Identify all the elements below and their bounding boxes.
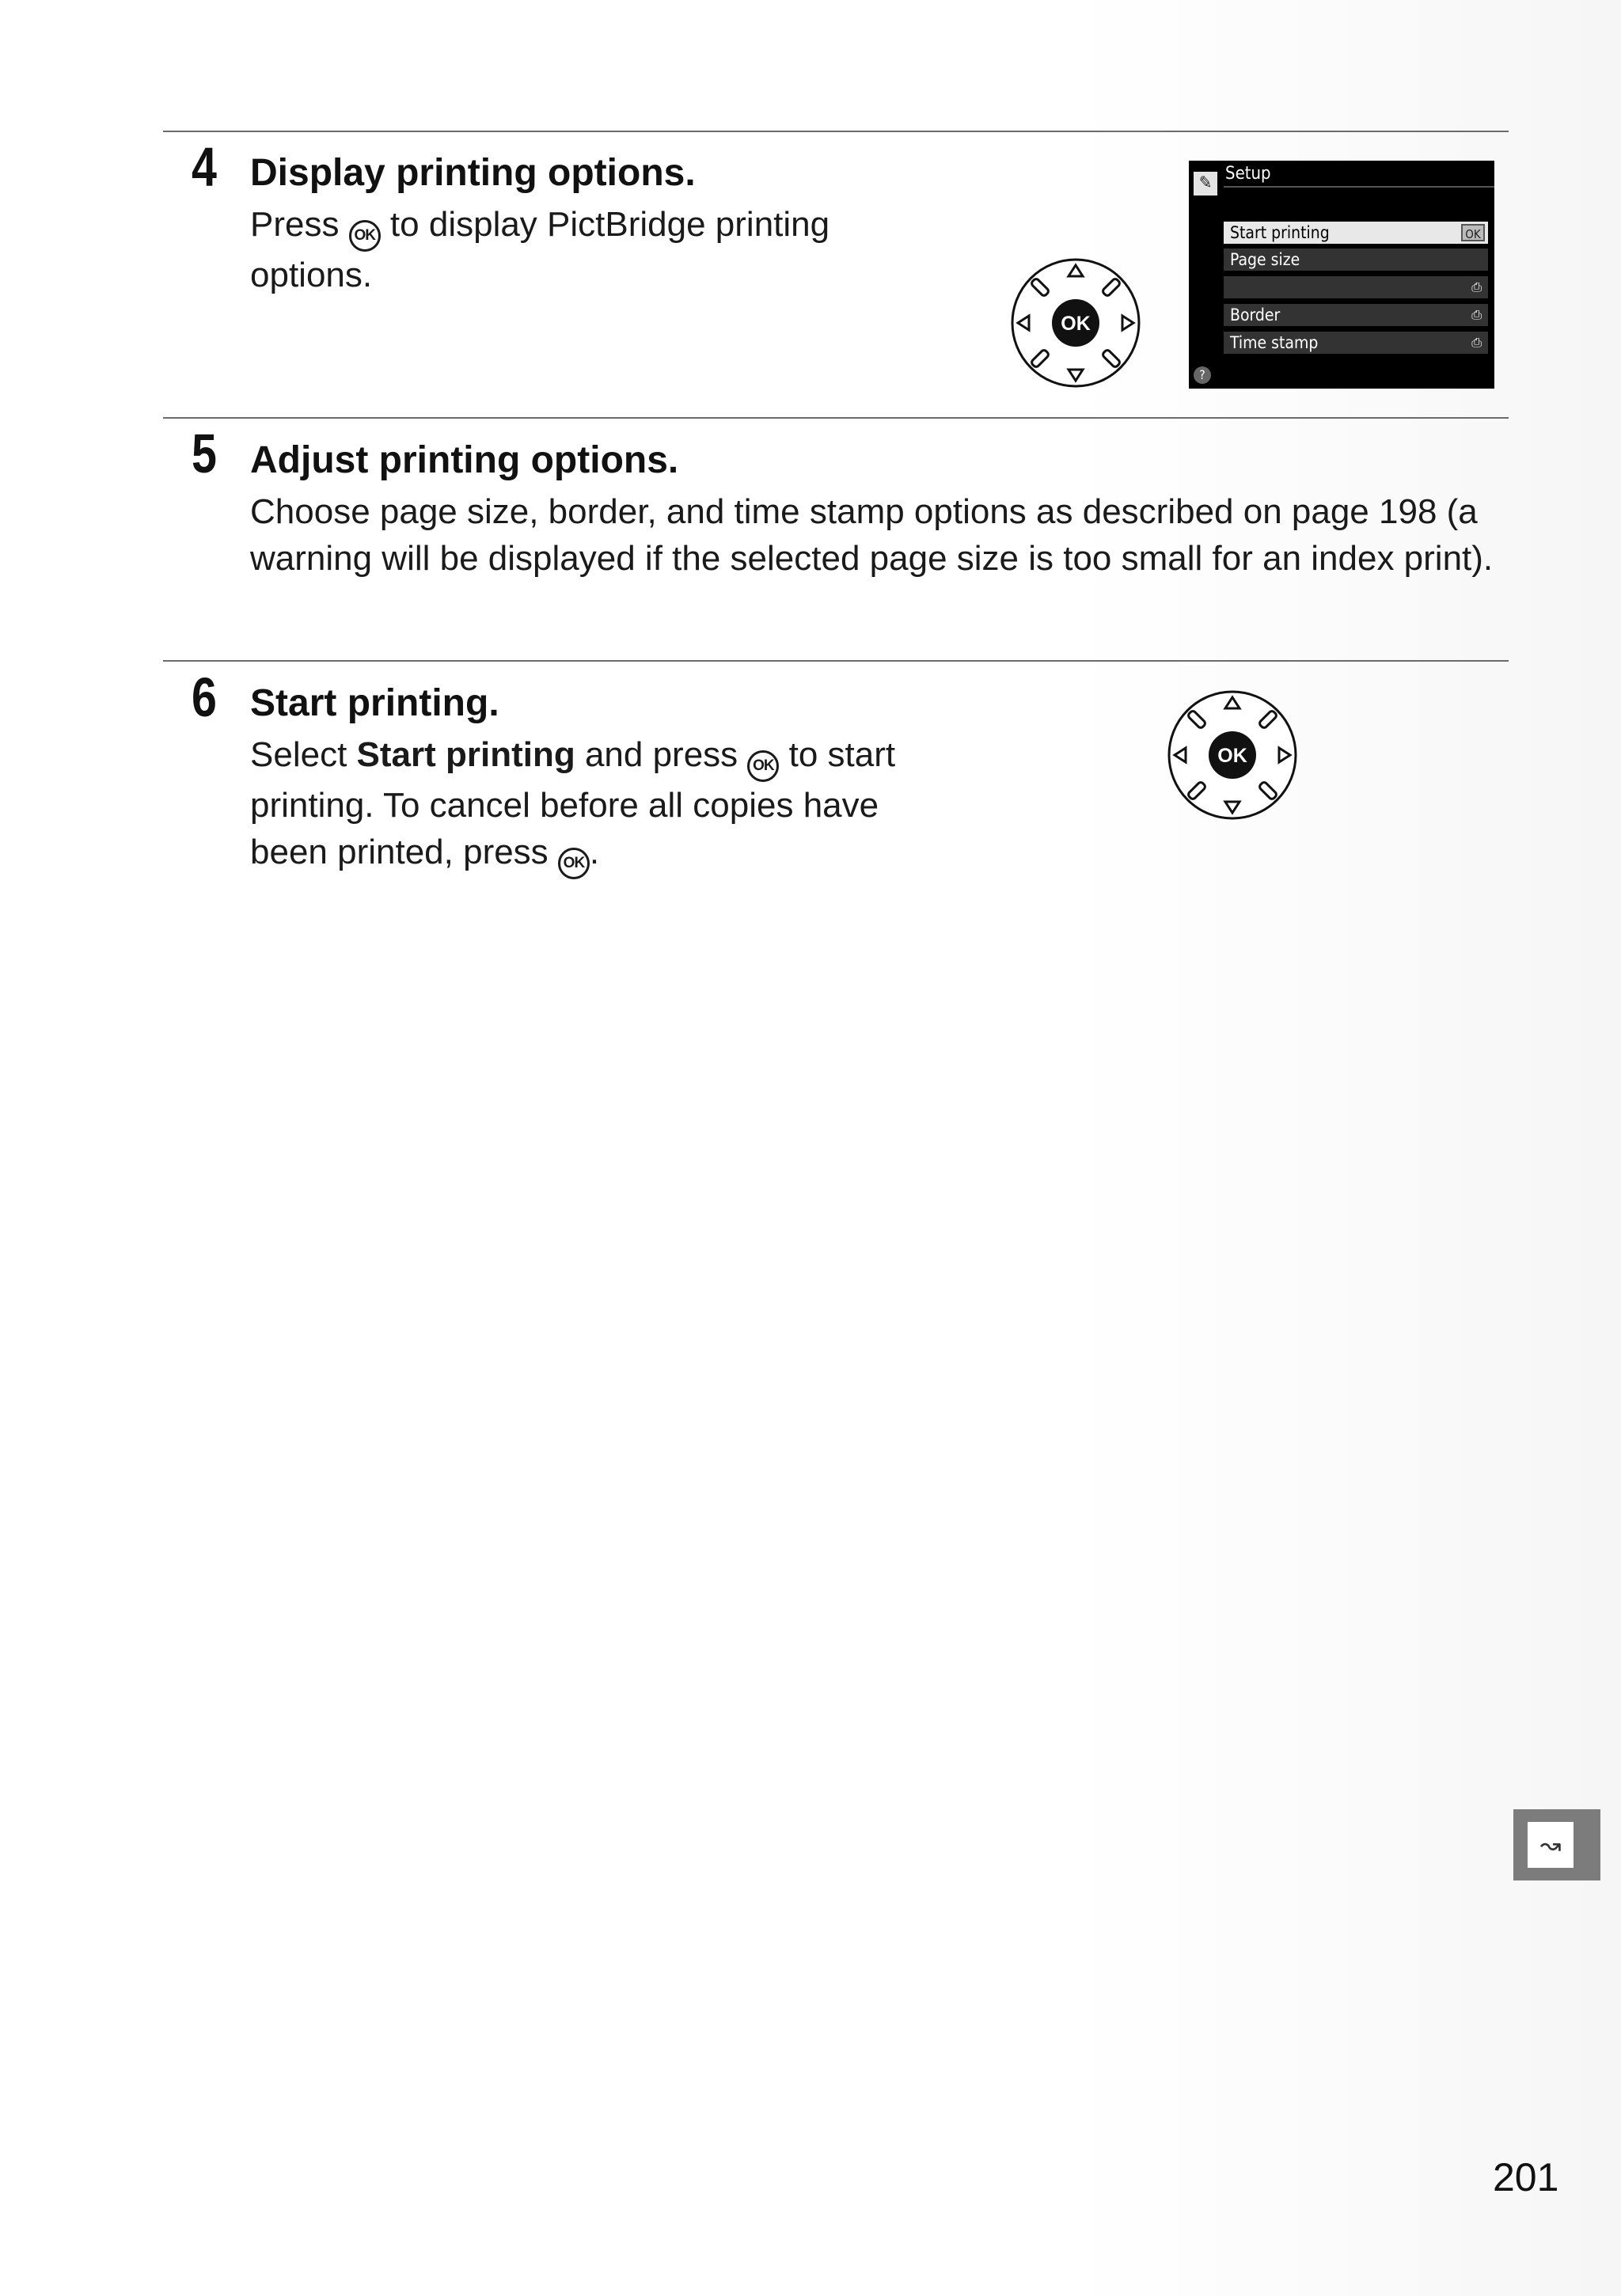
camera-setup-menu-screenshot [1189, 161, 1494, 389]
menu-row-time-stamp [1224, 332, 1488, 354]
step-6-body-end: . [589, 833, 600, 871]
step-4-body [250, 201, 883, 298]
menu-row-label: Border [1230, 306, 1281, 324]
page-number: 201 [1493, 2155, 1559, 2199]
step-4-number: 4 [192, 136, 217, 198]
step-4-body-text-2: to display PictBridge printing options. [250, 205, 830, 294]
step-6-number: 6 [192, 666, 217, 728]
camera-menu-title-line [1224, 186, 1494, 188]
step-4-body-text: Press [250, 205, 349, 244]
section-tab [1513, 1809, 1600, 1880]
step-6-body [250, 731, 947, 879]
ok-button-icon: OK [349, 220, 381, 252]
menu-row-blank [1224, 276, 1488, 298]
help-icon: ? [1194, 366, 1211, 384]
ok-button-icon: OK [747, 750, 779, 782]
step-6-title: Start printing. [250, 682, 499, 724]
menu-row-page-size [1224, 249, 1488, 271]
multi-selector-icon [1167, 689, 1298, 821]
printer-setting-icon: ⎙ [1471, 307, 1482, 322]
printer-setting-icon: ⎙ [1471, 279, 1482, 294]
step-6-divider [163, 660, 1509, 662]
menu-row-border [1224, 304, 1488, 326]
step-5-body: Choose page size, border, and time stamp options as described on page 198 (a warning will be displayed if the selected page size is too small for an index print). [250, 492, 1494, 578]
step-5-divider [163, 417, 1509, 419]
multi-selector-label: OK [1217, 745, 1247, 767]
step-4-divider [163, 131, 1509, 132]
step-4-title: Display printing options. [250, 152, 696, 194]
multi-selector-label: OK [1061, 313, 1091, 335]
ok-button-icon: OK [558, 848, 590, 879]
menu-row-start-printing [1224, 222, 1488, 244]
menu-row-label: Page size [1230, 250, 1300, 269]
retouch-connection-icon: ↝ [1528, 1822, 1574, 1868]
start-printing-term: Start printing [356, 735, 575, 774]
step-5-title: Adjust printing options. [250, 439, 679, 481]
menu-row-ok-indicator: OK [1461, 224, 1485, 241]
menu-row-label: Time stamp [1230, 333, 1319, 352]
menu-row-label: Start printing [1230, 223, 1330, 242]
step-6-body-text: Select [250, 735, 357, 774]
step-6-body-text-2: and press [575, 735, 748, 774]
printer-setting-icon: ⎙ [1471, 335, 1482, 350]
multi-selector-icon [1010, 257, 1141, 389]
step-5-number: 5 [192, 423, 217, 484]
step-6-body-text-3: to start printing. To cancel before all copies have been printed, press [250, 735, 896, 871]
pictbridge-tab-icon: ✎ [1194, 172, 1217, 195]
camera-menu-title: Setup [1225, 164, 1271, 184]
